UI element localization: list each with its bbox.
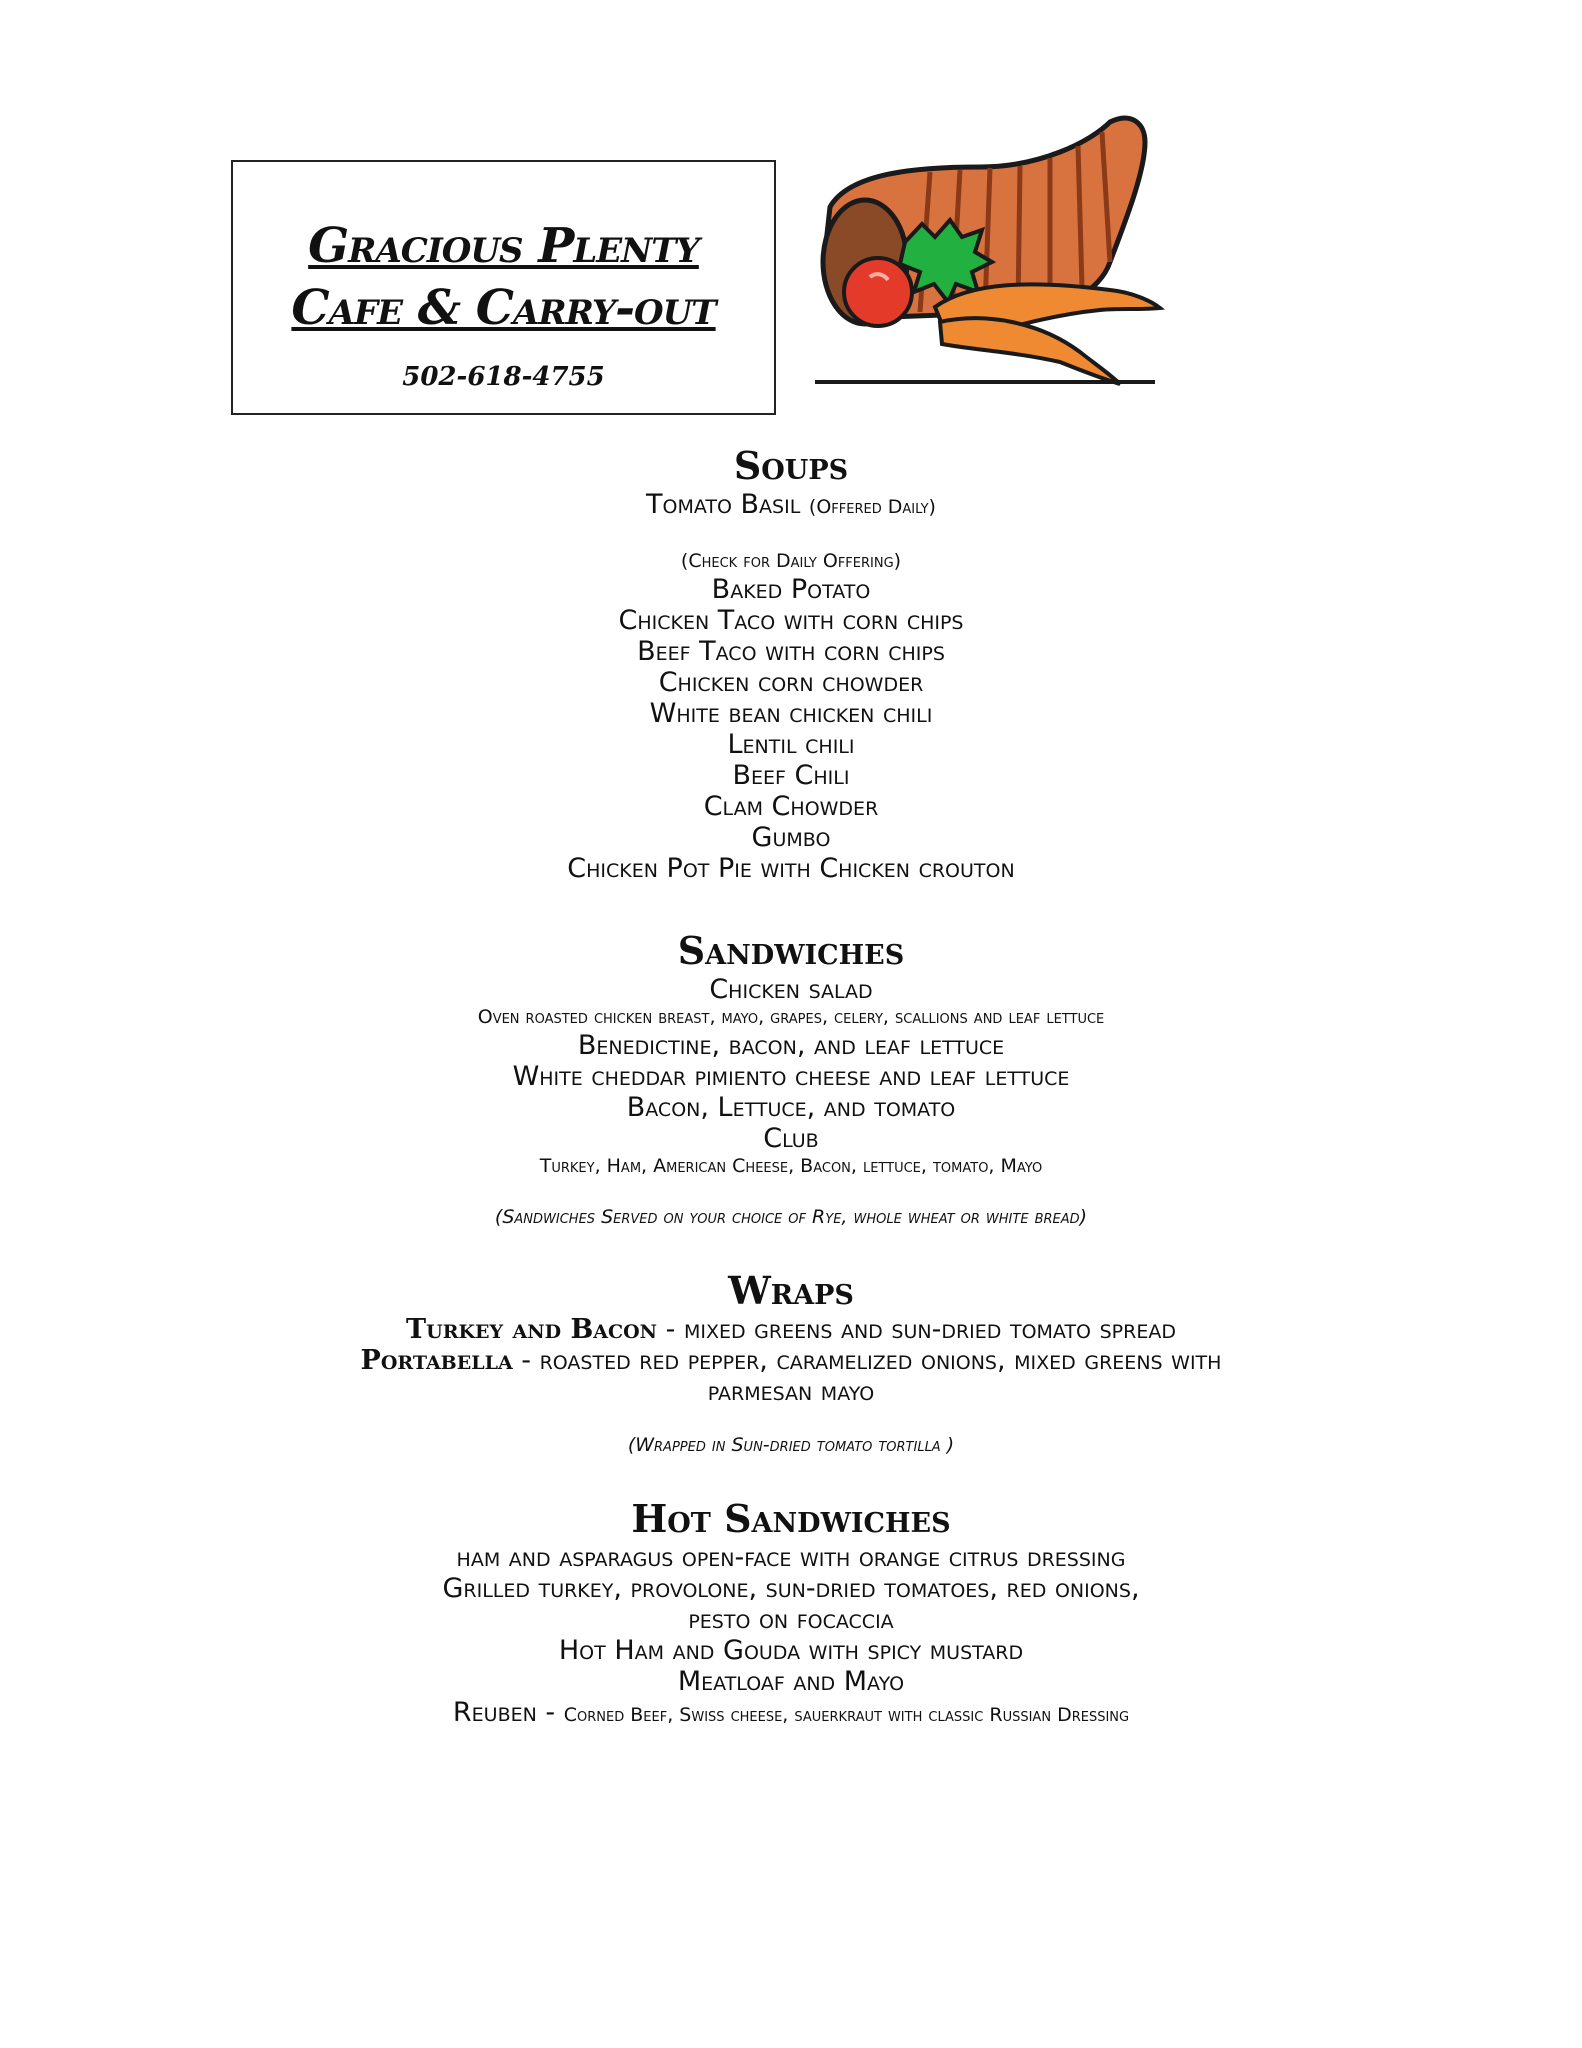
list-item — [0, 1314, 1582, 1345]
list-item: Meatloaf and Mayo — [677, 1666, 905, 1697]
soups-section — [0, 443, 1582, 884]
list-item: Bacon, Lettuce, and tomato — [626, 1092, 956, 1123]
list-item: Hot Ham and Gouda with spicy mustard — [558, 1635, 1024, 1666]
list-item — [0, 1697, 1582, 1731]
cornucopia-icon — [810, 112, 1170, 387]
reuben-name: Reuben - — [452, 1697, 564, 1728]
list-item: Chicken salad — [709, 974, 873, 1005]
soup-daily-note: (Offered Daily) — [808, 496, 936, 518]
title-box — [231, 160, 776, 415]
list-item: Chicken Pot Pie with Chicken crouton — [567, 853, 1015, 884]
list-item — [0, 1345, 1582, 1376]
sandwiches-heading: Sandwiches — [677, 928, 905, 973]
item-description: - mixed greens and sun-dried tomato spread — [657, 1314, 1176, 1345]
list-item: Club — [763, 1123, 819, 1154]
list-item: Gumbo — [751, 822, 831, 853]
list-item: White cheddar pimiento cheese and leaf lettuce — [512, 1061, 1070, 1092]
cafe-name-line2: Cafe & Carry-out — [291, 280, 716, 336]
list-item: White bean chicken chili — [649, 698, 933, 729]
list-item: Lentil chili — [727, 729, 855, 760]
item-description-continued: pesto on focaccia — [688, 1604, 894, 1635]
list-item: Chicken Taco with corn chips — [618, 605, 964, 636]
phone-number: 502-618-4755 — [402, 362, 605, 392]
list-item: Chicken corn chowder — [658, 667, 924, 698]
soup-daily-name: Tomato Basil — [646, 489, 801, 520]
soups-heading: Soups — [733, 443, 849, 488]
item-description: Oven roasted chicken breast, mayo, grapes, celery, scallions and leaf lettuce — [477, 1006, 1105, 1028]
cafe-name-line1: Gracious Plenty — [308, 218, 699, 274]
list-item: Beef Taco with corn chips — [637, 636, 945, 667]
wrap-name: Turkey and Bacon — [406, 1314, 658, 1345]
item-description: Turkey, Ham, American Cheese, Bacon, lettuce, tomato, Mayo — [539, 1155, 1043, 1177]
hot-sandwiches-heading: Hot Sandwiches — [631, 1496, 951, 1541]
soup-daily — [0, 489, 1582, 523]
list-item: Clam Chowder — [703, 791, 879, 822]
menu-content — [0, 443, 1582, 1731]
list-item: Baked Potato — [711, 574, 871, 605]
wraps-heading: Wraps — [728, 1268, 854, 1313]
list-item: Beef Chili — [732, 760, 850, 791]
wraps-section — [0, 1268, 1582, 1458]
hot-sandwiches-section — [0, 1496, 1582, 1731]
sandwiches-section — [0, 928, 1582, 1230]
soup-check-note: (Check for Daily Offering) — [680, 550, 902, 572]
sandwiches-bread-note: (Sandwiches Served on your choice of Rye, whole wheat or white bread) — [494, 1206, 1088, 1228]
list-item: Grilled turkey, provolone, sun-dried tomatoes, red onions, — [442, 1573, 1140, 1604]
wrap-name: Portabella — [360, 1345, 513, 1376]
list-item: ham and asparagus open-face with orange citrus dressing — [456, 1542, 1126, 1573]
item-description-continued: parmesan mayo — [707, 1376, 875, 1407]
list-item: Benedictine, bacon, and leaf lettuce — [577, 1030, 1005, 1061]
item-description: Corned Beef, Swiss cheese, sauerkraut with classic Russian Dressing — [563, 1704, 1130, 1726]
item-description: - roasted red pepper, caramelized onions, mixed greens with — [512, 1345, 1222, 1376]
wraps-tortilla-note: (Wrapped in Sun-dried tomato tortilla ) — [627, 1434, 955, 1456]
